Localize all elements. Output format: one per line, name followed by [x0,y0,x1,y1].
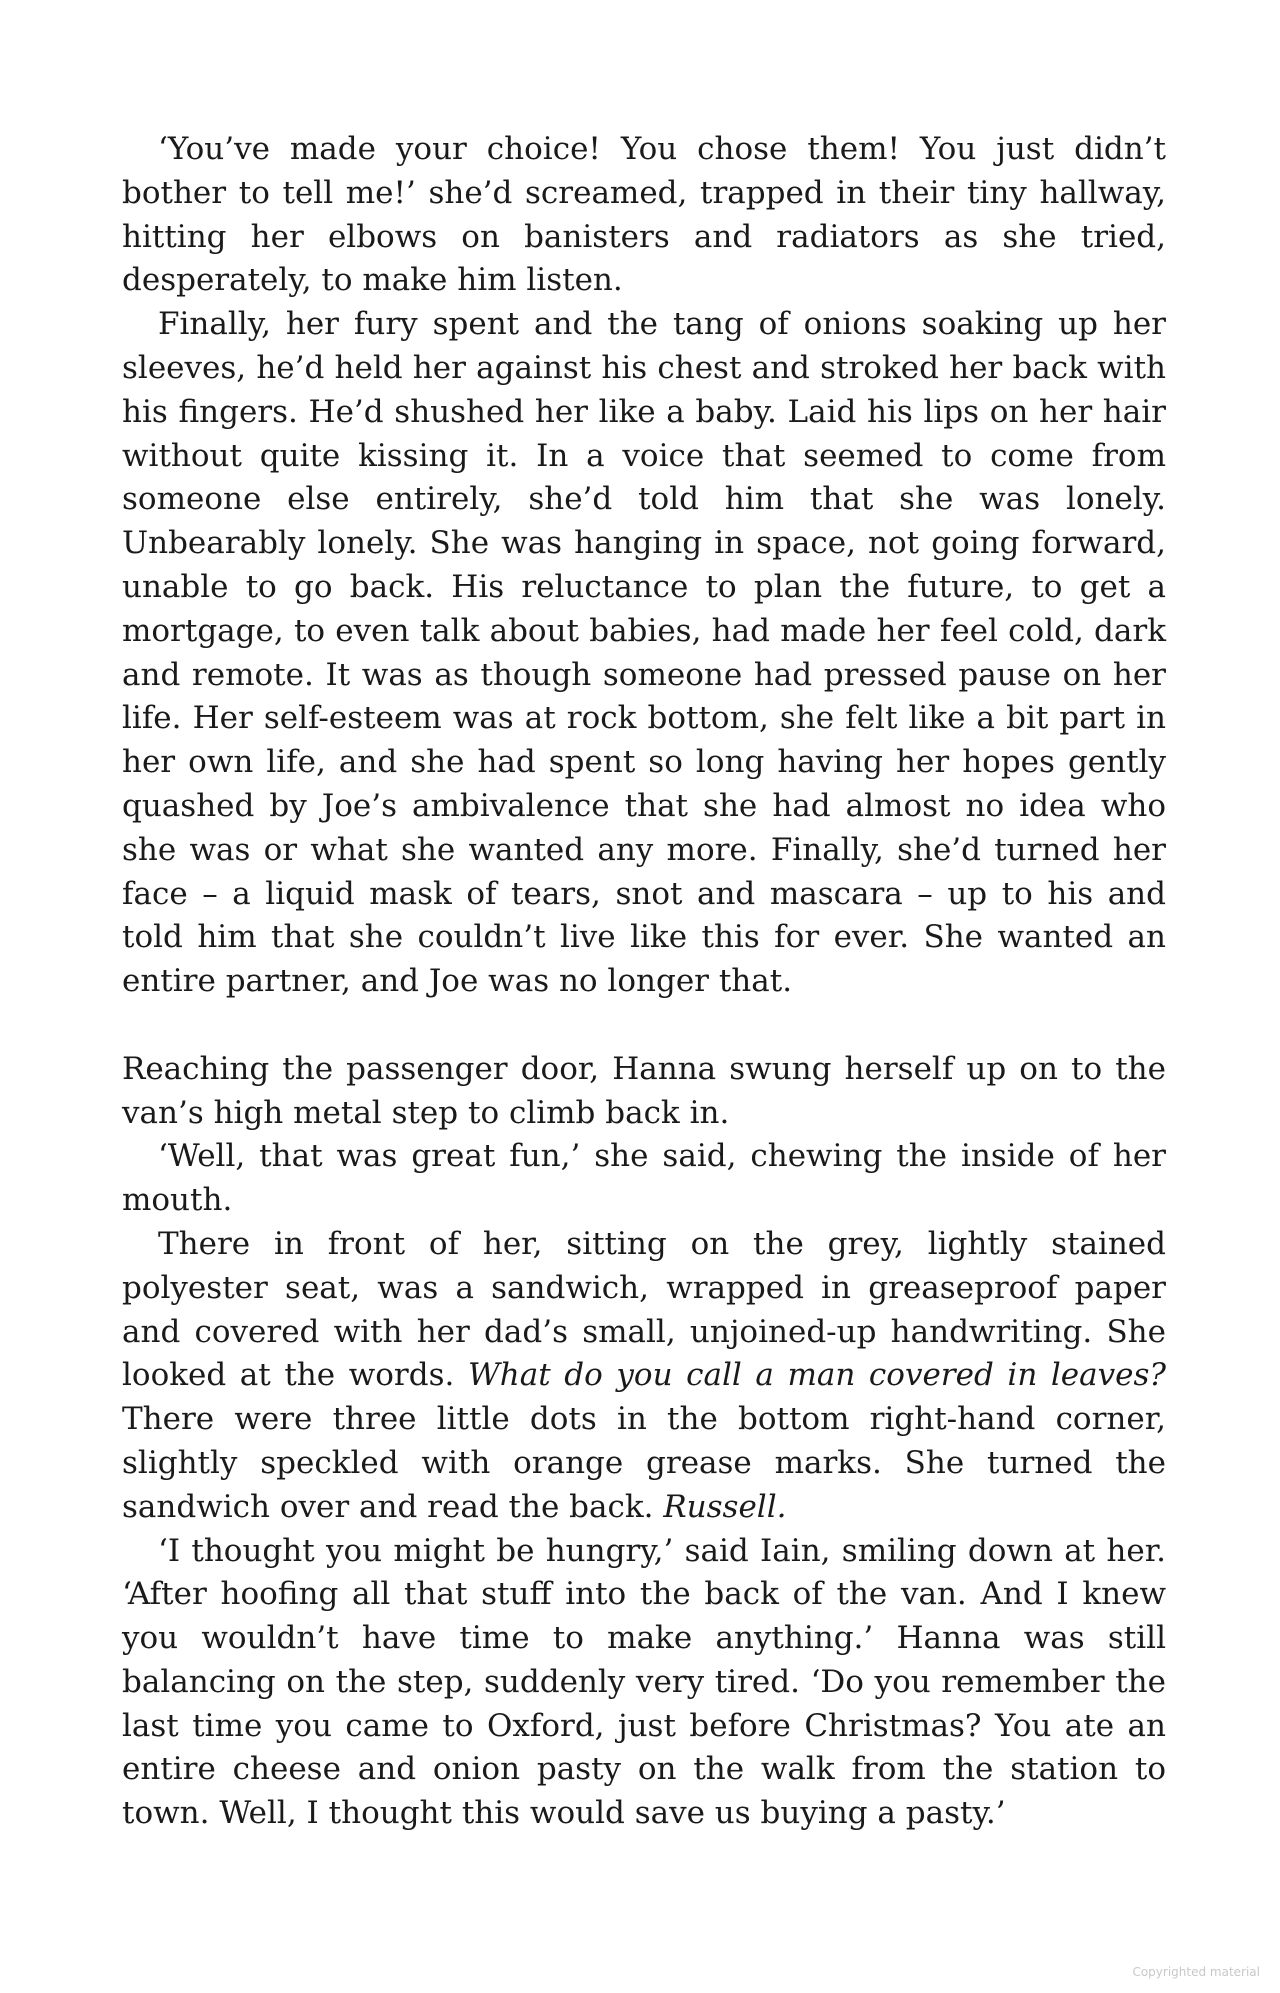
book-page-body [122,128,1166,1836]
copyright-notice: Copyrighted material [1132,1965,1260,1979]
paragraph-3: Reaching the passenger door, Hanna swung herself up on to the van’s high metal step to climb back in. [122,1050,1166,1131]
paragraph-2: Finally, her fury spent and the tang of onions soaking up her sleeves, he’d held her against his chest and stroked her back with his fingers. He’d shushed her like a baby. Laid his lips on her hair without quite kissing it. In a voice that seemed to come from someone else entirely, she’d told him that she was lonely. Unbearably lonely. She was hanging in space, not going forward, unable to go back. His reluctance to plan the future, to get a mortgage, to even talk about babies, had made her feel cold, dark and remote. It was as though someone had pressed pause on her life. Her self-esteem was at rock bottom, she felt like a bit part in her own life, and she had spent so long having her hopes gently quashed by Joe’s ambivalence that she had almost no idea who she was or what she wanted any more. Finally, she’d turned her face – a liquid mask of tears, snot and mascara – up to his and told him that she couldn’t live like this for ever. She wanted an entire partner, and Joe was no longer that. [122,306,1166,1000]
paragraph-4: ‘Well, that was great fun,’ she said, chewing the inside of her mouth. [122,1138,1166,1219]
paragraph-5 [122,1223,1166,1530]
paragraph-5-italic-riddle: What do you call a man covered in leaves? [467,1357,1167,1394]
paragraph-5-text-a: There in front of her, sitting on the grey, lightly stained polyester seat, was a sandwich, wrapped in greaseproof paper and covered with her dad’s small, unjoined-up handwriting. She looked at the words. [122,1225,1166,1394]
paragraph-5-text-b: There were three little dots in the bottom right-hand corner, slightly speckled with orange grease marks. She turned the sandwich over and read the back. [122,1401,1166,1525]
paragraph-6: ‘I thought you might be hungry,’ said Iain, smiling down at her. ‘After hoofing all that stuff into the back of the van. And I knew you wouldn’t have time to make anything.’ Hanna was still balancing on the step, suddenly very tired. ‘Do you remember the last time you came to Oxford, just before Christmas? You ate an entire cheese and onion pasty on the walk from the station to town. Well, I thought this would save us buying a pasty.’ [122,1532,1166,1832]
paragraph-1: ‘You’ve made your choice! You chose them! You just didn’t bother to tell me!’ she’d screamed, trapped in their tiny hallway, hitting her elbows on banisters and radiators as she tried, desperately, to make him listen. [122,131,1166,299]
paragraph-5-italic-answer: Russell. [663,1488,787,1525]
